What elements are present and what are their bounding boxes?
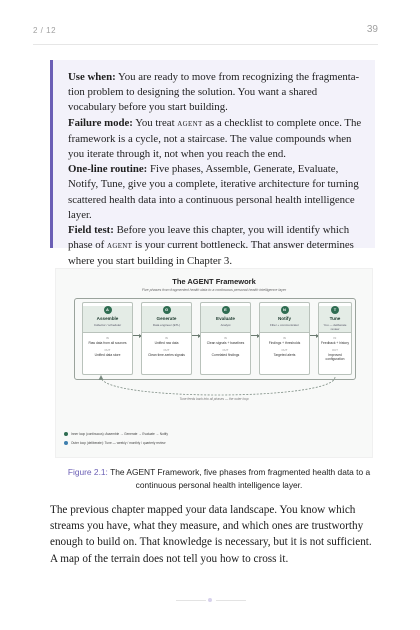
out-label: OUT	[331, 349, 339, 352]
phase-badge: N	[281, 306, 289, 314]
phase-name: Generate	[156, 316, 177, 321]
use-when-text: You are ready to move from recognizing the fragmenta-tion problem to designing the solution. You want a shared vocabulary before you start building.	[68, 71, 360, 114]
body-paragraph: The previous chapter mapped your data landscape. You know which streams you have, what they measure, and which ones are trustworthy enough to build on. That knowledge is necessary, but it is not sufficient. A map of the terrain does not tell you how to cross it.	[50, 504, 372, 565]
caption-text: The AGENT Framework, five phases from fragmented health data to a continuous personal health intelligence layer.	[110, 467, 371, 490]
phase-badge: T	[331, 306, 339, 314]
page-indicator: 2 / 12	[33, 26, 57, 35]
agent-term: agent	[106, 241, 133, 252]
footer-rule	[216, 600, 246, 601]
page-number: 39	[366, 24, 378, 35]
out-label: OUT	[163, 349, 170, 352]
field-test-text-end: is your current bottleneck. That answer determines where you start building in Chapter 3.	[68, 239, 354, 268]
phase-input: Clean signals + baselines	[206, 341, 245, 345]
phase-name: Notify	[277, 316, 291, 321]
phase-badge: A	[104, 306, 112, 314]
use-when-label: Use when:	[68, 71, 116, 83]
in-label: IN	[283, 337, 286, 340]
legend-label: Inner loop (continuous): Assemble → Generate → Evaluate → Notify	[71, 432, 168, 436]
routine-label: One-line routine:	[68, 163, 148, 176]
phase-output: Clean time-series signals	[148, 353, 185, 357]
phase-name: Tune	[329, 316, 341, 321]
figure-number: Figure 2.1:	[67, 467, 108, 477]
phase-role: Collector / scheduler	[93, 322, 122, 327]
phase-output: Improved configuration	[325, 353, 345, 361]
out-label: OUT	[104, 349, 111, 352]
phase-input: Raw data from all sources	[88, 341, 127, 345]
phase-name: Evaluate	[216, 316, 235, 321]
phase-input: Findings + thresholds	[268, 341, 301, 345]
phase-output: Correlated findings	[211, 353, 240, 357]
agent-framework-figure	[55, 268, 373, 458]
routine-text: Five phases, Assemble, Generate, Evaluate, Notify, Tune, give you a complete, iterative architecture for turning scattered health data into a continuous personal health intelligence layer.	[68, 163, 359, 221]
phase-role: Data engineer (ETL)	[152, 322, 181, 327]
legend-swatch	[64, 432, 68, 436]
field-test-label: Field test:	[68, 224, 114, 237]
legend-inner-loop	[64, 432, 168, 436]
outer-loop-arrow	[56, 269, 374, 459]
figure-title: The AGENT Framework	[172, 277, 256, 286]
agent-term: agent	[177, 118, 203, 129]
field-test-paragraph	[68, 223, 367, 270]
failure-mode-text-start: You treat	[135, 116, 175, 129]
header-divider	[33, 44, 378, 45]
in-label: IN	[165, 337, 168, 340]
phase-role: You — deliberate review	[323, 322, 347, 331]
routine-paragraph	[68, 162, 367, 223]
phase-badge: G	[163, 306, 171, 314]
out-label: OUT	[222, 349, 229, 352]
phase-role: Analyst	[220, 322, 231, 327]
figure-subtitle: Five phases from fragmented health data to a continuous personal health intelligence layer	[141, 288, 287, 292]
use-when-paragraph	[68, 70, 367, 116]
footer-rule	[176, 600, 206, 601]
out-label: OUT	[281, 349, 288, 352]
phase-output: Unified data store	[94, 353, 121, 357]
failure-mode-paragraph	[68, 116, 367, 163]
callout-box	[50, 60, 375, 268]
phase-name: Assemble	[96, 316, 119, 321]
phase-input: Unified raw data	[154, 341, 179, 345]
phase-badge: E	[222, 306, 230, 314]
outer-loop-caption: Tune feeds back into all phases — the outer loop	[179, 397, 249, 401]
in-label: IN	[333, 337, 337, 340]
legend-label: Outer loop (deliberate): Tune — weekly / monthly / quarterly review	[71, 441, 166, 445]
field-test-text-start: Before you leave this chapter, you will identify which phase of	[68, 224, 350, 252]
phase-input: Feedback + history	[321, 341, 349, 345]
failure-mode-text-end: as a checklist to complete once. The framework is a cycle, not a staircase. The value compounds when you iterate through it, not when you reach the end.	[68, 116, 362, 161]
figure-caption	[60, 466, 378, 491]
phase-role: Filter + communicator	[270, 322, 299, 327]
phase-output: Targeted alerts	[273, 353, 296, 357]
footer-ornament	[208, 598, 212, 602]
failure-mode-label: Failure mode:	[68, 116, 133, 129]
in-label: IN	[106, 337, 109, 340]
legend-swatch	[64, 441, 68, 445]
legend-outer-loop	[64, 441, 165, 445]
in-label: IN	[224, 337, 227, 340]
